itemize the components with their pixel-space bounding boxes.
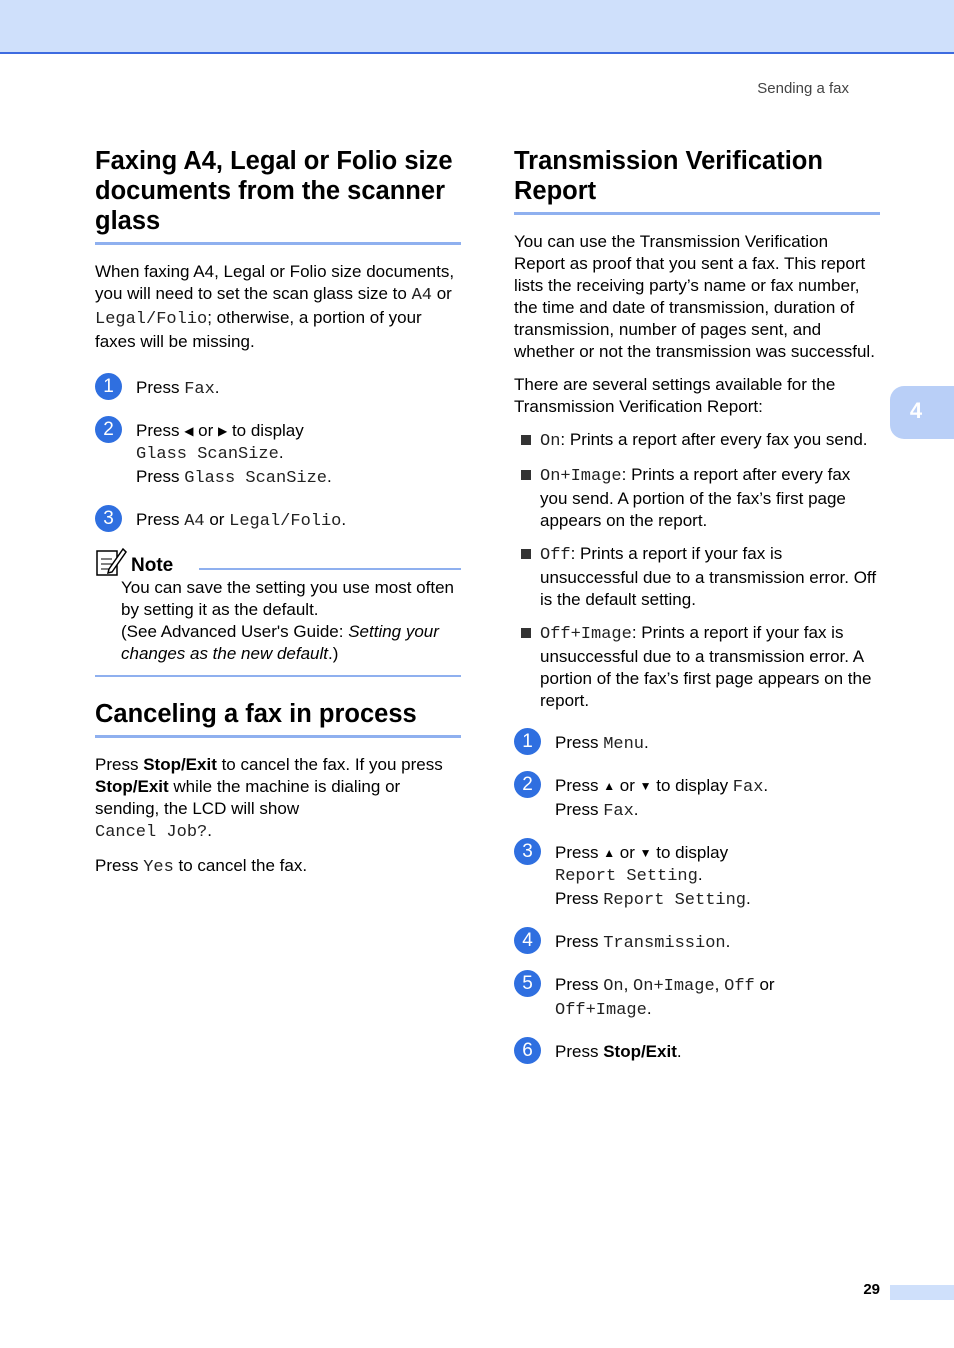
report-step-6: 6 Press Stop/Exit. [514, 1041, 880, 1063]
chapter-tab: 4 [890, 386, 954, 439]
intro-paragraph: When faxing A4, Legal or Folio size documents, you will need to set the scan glass size to A4 or Legal/Folio; otherwise, a portion of your faxes will be missing. [95, 262, 455, 351]
note-box [95, 547, 461, 677]
step-number: 6 [514, 1037, 541, 1064]
report-step-1: 1 Press Menu. [514, 732, 880, 756]
step-number: 3 [95, 505, 122, 532]
step-number: 4 [514, 927, 541, 954]
report-settings-intro: There are several settings available for the Transmission Verification Report: [514, 375, 836, 416]
step-number: 3 [514, 838, 541, 865]
note-pencil-icon [95, 547, 127, 577]
cancel-paragraph: Press Stop/Exit to cancel the fax. If you press Stop/Exit while the machine is dialing or sending, the LCD will show Cancel Job?. [95, 755, 443, 842]
step-number: 1 [95, 373, 122, 400]
up-arrow-icon: ▲ [603, 846, 616, 860]
section-title-canceling: Canceling a fax in process [95, 699, 461, 738]
left-column [95, 146, 461, 879]
report-step-4: 4 Press Transmission. [514, 931, 880, 955]
note-text: You can save the setting you use most often by setting it as the default. [121, 578, 454, 619]
note-title: Note [131, 555, 174, 576]
left-arrow-icon: ◀ [184, 424, 194, 438]
report-intro: You can use the Transmission Verification Report as proof that you sent a fax. This report lists the receiving party’s name or fax number, the time and date of transmission, duration of transmission, number of pages sent, and whether or not the transmission was successful. [514, 232, 875, 361]
bullet-on-image: On+Image: Prints a report after every fax you send. A portion of the fax’s first page appears on the report. [514, 464, 880, 532]
report-step-3: 3 Press ▲ or ▼ to display Report Setting. Press Report Setting. [514, 842, 880, 912]
report-step-2: 2 Press ▲ or ▼ to display Fax. Press Fax. [514, 775, 880, 823]
section-title-faxing-sizes: Faxing A4, Legal or Folio size documents from the scanner glass [95, 146, 461, 245]
right-column [514, 146, 880, 1063]
step-2: 2 Press ◀ or ▶ to display Glass ScanSize. Press Glass ScanSize. [95, 420, 461, 490]
page-number-bar [890, 1285, 954, 1300]
bullet-on: On: Prints a report after every fax you send. [514, 429, 880, 453]
note-reference: (See Advanced User's Guide: Setting your changes as the new default.) [121, 622, 439, 663]
header-band [0, 0, 954, 54]
step-number: 5 [514, 970, 541, 997]
step-number: 1 [514, 728, 541, 755]
down-arrow-icon: ▼ [639, 846, 652, 860]
up-arrow-icon: ▲ [603, 779, 616, 793]
running-header: Sending a fax [757, 80, 849, 97]
step-1: 1 Press Fax. [95, 377, 461, 401]
section-title-transmission-report: Transmission Verification Report [514, 146, 880, 215]
right-arrow-icon: ▶ [217, 424, 228, 438]
report-step-5: 5 Press On, On+Image, Off or Off+Image. [514, 974, 880, 1022]
bullet-off-image: Off+Image: Prints a report if your fax is unsuccessful due to a transmission error. A portion of the fax’s first page appears on the report. [514, 622, 880, 712]
step-number: 2 [514, 771, 541, 798]
bullet-off: Off: Prints a report if your fax is unsuccessful due to a transmission error. Off is the default setting. [514, 543, 880, 611]
step-number: 2 [95, 416, 122, 443]
page-number: 29 [863, 1281, 880, 1298]
down-arrow-icon: ▼ [639, 779, 652, 793]
cancel-yes-paragraph: Press Yes to cancel the fax. [95, 856, 308, 877]
step-3: 3 Press A4 or Legal/Folio. [95, 509, 461, 533]
note-rule [199, 568, 461, 570]
